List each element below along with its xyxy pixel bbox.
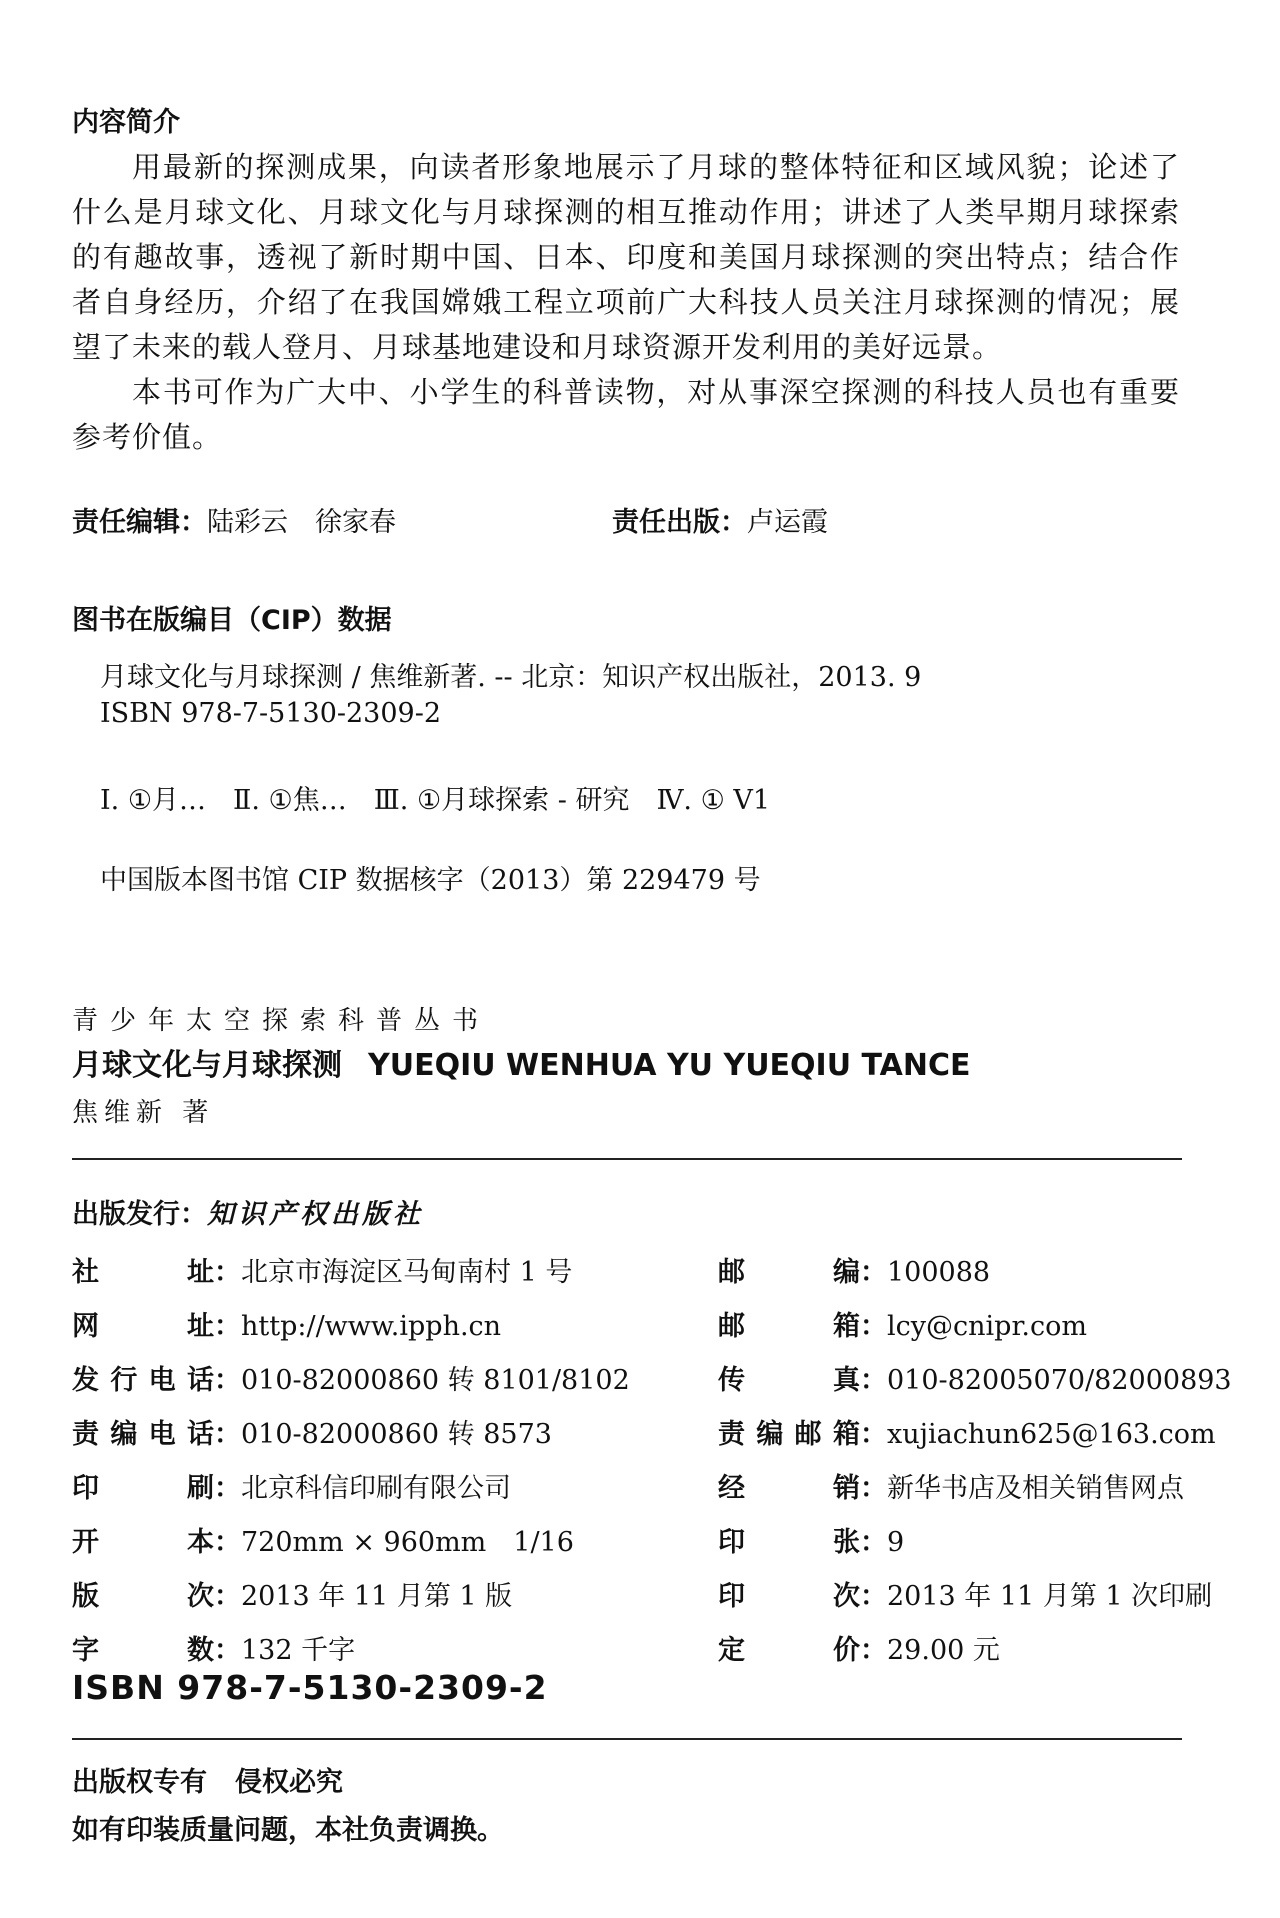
info-label: 定价 bbox=[718, 1635, 860, 1666]
info-label: 开本 bbox=[72, 1527, 214, 1558]
info-separator: ： bbox=[214, 1473, 241, 1504]
info-label: 邮箱 bbox=[718, 1311, 860, 1342]
info-label: 责编电话 bbox=[72, 1419, 214, 1450]
info-row bbox=[718, 1466, 1184, 1506]
cip-line-4: 中国版本图书馆 CIP 数据核字（2013）第 229479 号 bbox=[100, 865, 761, 896]
info-separator: ： bbox=[214, 1581, 241, 1612]
info-row bbox=[72, 1574, 512, 1614]
editors-line bbox=[72, 500, 1180, 540]
info-separator: ： bbox=[214, 1635, 241, 1666]
info-label: 传真 bbox=[718, 1365, 860, 1396]
divider-top bbox=[72, 1158, 1182, 1160]
info-label: 邮编 bbox=[718, 1257, 860, 1288]
info-label: 网址 bbox=[72, 1311, 214, 1342]
info-separator: ： bbox=[214, 1527, 241, 1558]
book-title-en: YUEQIU WENHUA YU YUEQIU TANCE bbox=[368, 1048, 971, 1083]
summary-paragraph-1: 用最新的探测成果，向读者形象地展示了月球的整体特征和区域风貌；论述了什么是月球文化、月球文化与月球探测的相互推动作用；讲述了人类早期月球探索的有趣故事，透视了新时期中国、日本、印度和美国月球探测的突出特点；结合作者自身经历，介绍了在我国嫦娥工程立项前广大科技人员关注月球探测的情况；展望了未来的载人登月、月球基地建设和月球资源开发利用的美好远景。 bbox=[72, 150, 1180, 364]
info-separator: ： bbox=[860, 1257, 887, 1288]
info-value: 100088 bbox=[887, 1257, 991, 1288]
info-separator: ： bbox=[860, 1365, 887, 1396]
publisher-line bbox=[72, 1192, 424, 1231]
info-row bbox=[72, 1412, 552, 1452]
cip-line-2: ISBN 978-7-5130-2309-2 bbox=[100, 698, 442, 729]
info-separator: ： bbox=[214, 1365, 241, 1396]
info-row bbox=[72, 1304, 501, 1344]
summary-paragraph-2: 本书可作为广大中、小学生的科普读物，对从事深空探测的科技人员也有重要参考价值。 bbox=[72, 375, 1180, 454]
rights-reserved: 出版权专有 bbox=[72, 1767, 207, 1798]
info-row bbox=[718, 1628, 1000, 1668]
editor-names: 陆彩云 徐家春 bbox=[207, 507, 396, 538]
info-label: 发行电话 bbox=[72, 1365, 214, 1396]
info-row bbox=[72, 1466, 511, 1506]
info-value: 新华书店及相关销售网点 bbox=[887, 1473, 1184, 1504]
info-value: 北京市海淀区马甸南村 1 号 bbox=[241, 1257, 573, 1288]
info-row bbox=[72, 1358, 630, 1398]
info-separator: ： bbox=[214, 1311, 241, 1342]
info-separator: ： bbox=[860, 1635, 887, 1666]
publish-name: 卢运霞 bbox=[747, 507, 828, 538]
info-row bbox=[72, 1628, 355, 1668]
info-label: 印次 bbox=[718, 1581, 860, 1612]
cip-line-3: Ⅰ. ①月… Ⅱ. ①焦… Ⅲ. ①月球探索 - 研究 Ⅳ. ① V1 bbox=[100, 785, 771, 816]
author: 焦维新 著 bbox=[72, 1098, 215, 1128]
summary-heading: 内容简介 bbox=[72, 107, 180, 138]
info-separator: ： bbox=[860, 1419, 887, 1450]
info-separator: ： bbox=[860, 1527, 887, 1558]
rights-line-2: 如有印装质量问题，本社负责调换。 bbox=[72, 1815, 504, 1846]
info-label: 责编邮箱 bbox=[718, 1419, 860, 1450]
info-separator: ： bbox=[860, 1581, 887, 1612]
info-value: 29.00 元 bbox=[887, 1635, 1000, 1666]
info-row bbox=[718, 1412, 1216, 1452]
info-row bbox=[72, 1520, 574, 1560]
book-title bbox=[72, 1040, 971, 1084]
info-value: 010-82005070/82000893 bbox=[887, 1365, 1232, 1396]
info-row bbox=[72, 1250, 572, 1290]
info-value: 720mm × 960mm 1/16 bbox=[241, 1527, 574, 1558]
info-value: 010-82000860 转 8573 bbox=[241, 1419, 552, 1450]
divider-bottom bbox=[72, 1738, 1182, 1740]
info-separator: ： bbox=[214, 1419, 241, 1450]
info-value: xujiachun625@163.com bbox=[887, 1419, 1216, 1450]
info-label: 字数 bbox=[72, 1635, 214, 1666]
info-row bbox=[718, 1250, 990, 1290]
isbn-barcode-number: ISBN 978-7-5130-2309-2 bbox=[72, 1668, 548, 1707]
cip-line-1: 月球文化与月球探测 / 焦维新著. -- 北京：知识产权出版社，2013. 9 bbox=[100, 662, 922, 693]
series-name: 青少年太空探索科普丛书 bbox=[72, 1006, 491, 1036]
info-separator: ： bbox=[860, 1311, 887, 1342]
info-value: 010-82000860 转 8101/8102 bbox=[241, 1365, 630, 1396]
info-value: http://www.ipph.cn bbox=[241, 1311, 502, 1342]
info-row bbox=[718, 1358, 1232, 1398]
book-title-cn: 月球文化与月球探测 bbox=[72, 1048, 342, 1083]
editor-label: 责任编辑： bbox=[72, 507, 207, 538]
info-value: 北京科信印刷有限公司 bbox=[241, 1473, 511, 1504]
info-label: 版次 bbox=[72, 1581, 214, 1612]
info-label: 社址 bbox=[72, 1257, 214, 1288]
info-label: 经销 bbox=[718, 1473, 860, 1504]
info-value: lcy@cnipr.com bbox=[887, 1311, 1087, 1342]
info-label: 印刷 bbox=[72, 1473, 214, 1504]
rights-line-1 bbox=[72, 1760, 343, 1799]
info-row bbox=[718, 1574, 1212, 1614]
publisher-label: 出版发行： bbox=[72, 1199, 207, 1230]
info-value: 2013 年 11 月第 1 次印刷 bbox=[887, 1581, 1213, 1612]
info-value: 9 bbox=[887, 1527, 905, 1558]
cip-heading: 图书在版编目（CIP）数据 bbox=[72, 605, 392, 636]
info-value: 2013 年 11 月第 1 版 bbox=[241, 1581, 513, 1612]
info-value: 132 千字 bbox=[241, 1635, 356, 1666]
info-separator: ： bbox=[860, 1473, 887, 1504]
info-separator: ： bbox=[214, 1257, 241, 1288]
publish-label: 责任出版： bbox=[612, 507, 747, 538]
info-row bbox=[718, 1520, 904, 1560]
info-row bbox=[718, 1304, 1087, 1344]
publisher-logo: 知识产权出版社 bbox=[207, 1199, 424, 1230]
info-label: 印张 bbox=[718, 1527, 860, 1558]
piracy-warning: 侵权必究 bbox=[235, 1767, 343, 1798]
